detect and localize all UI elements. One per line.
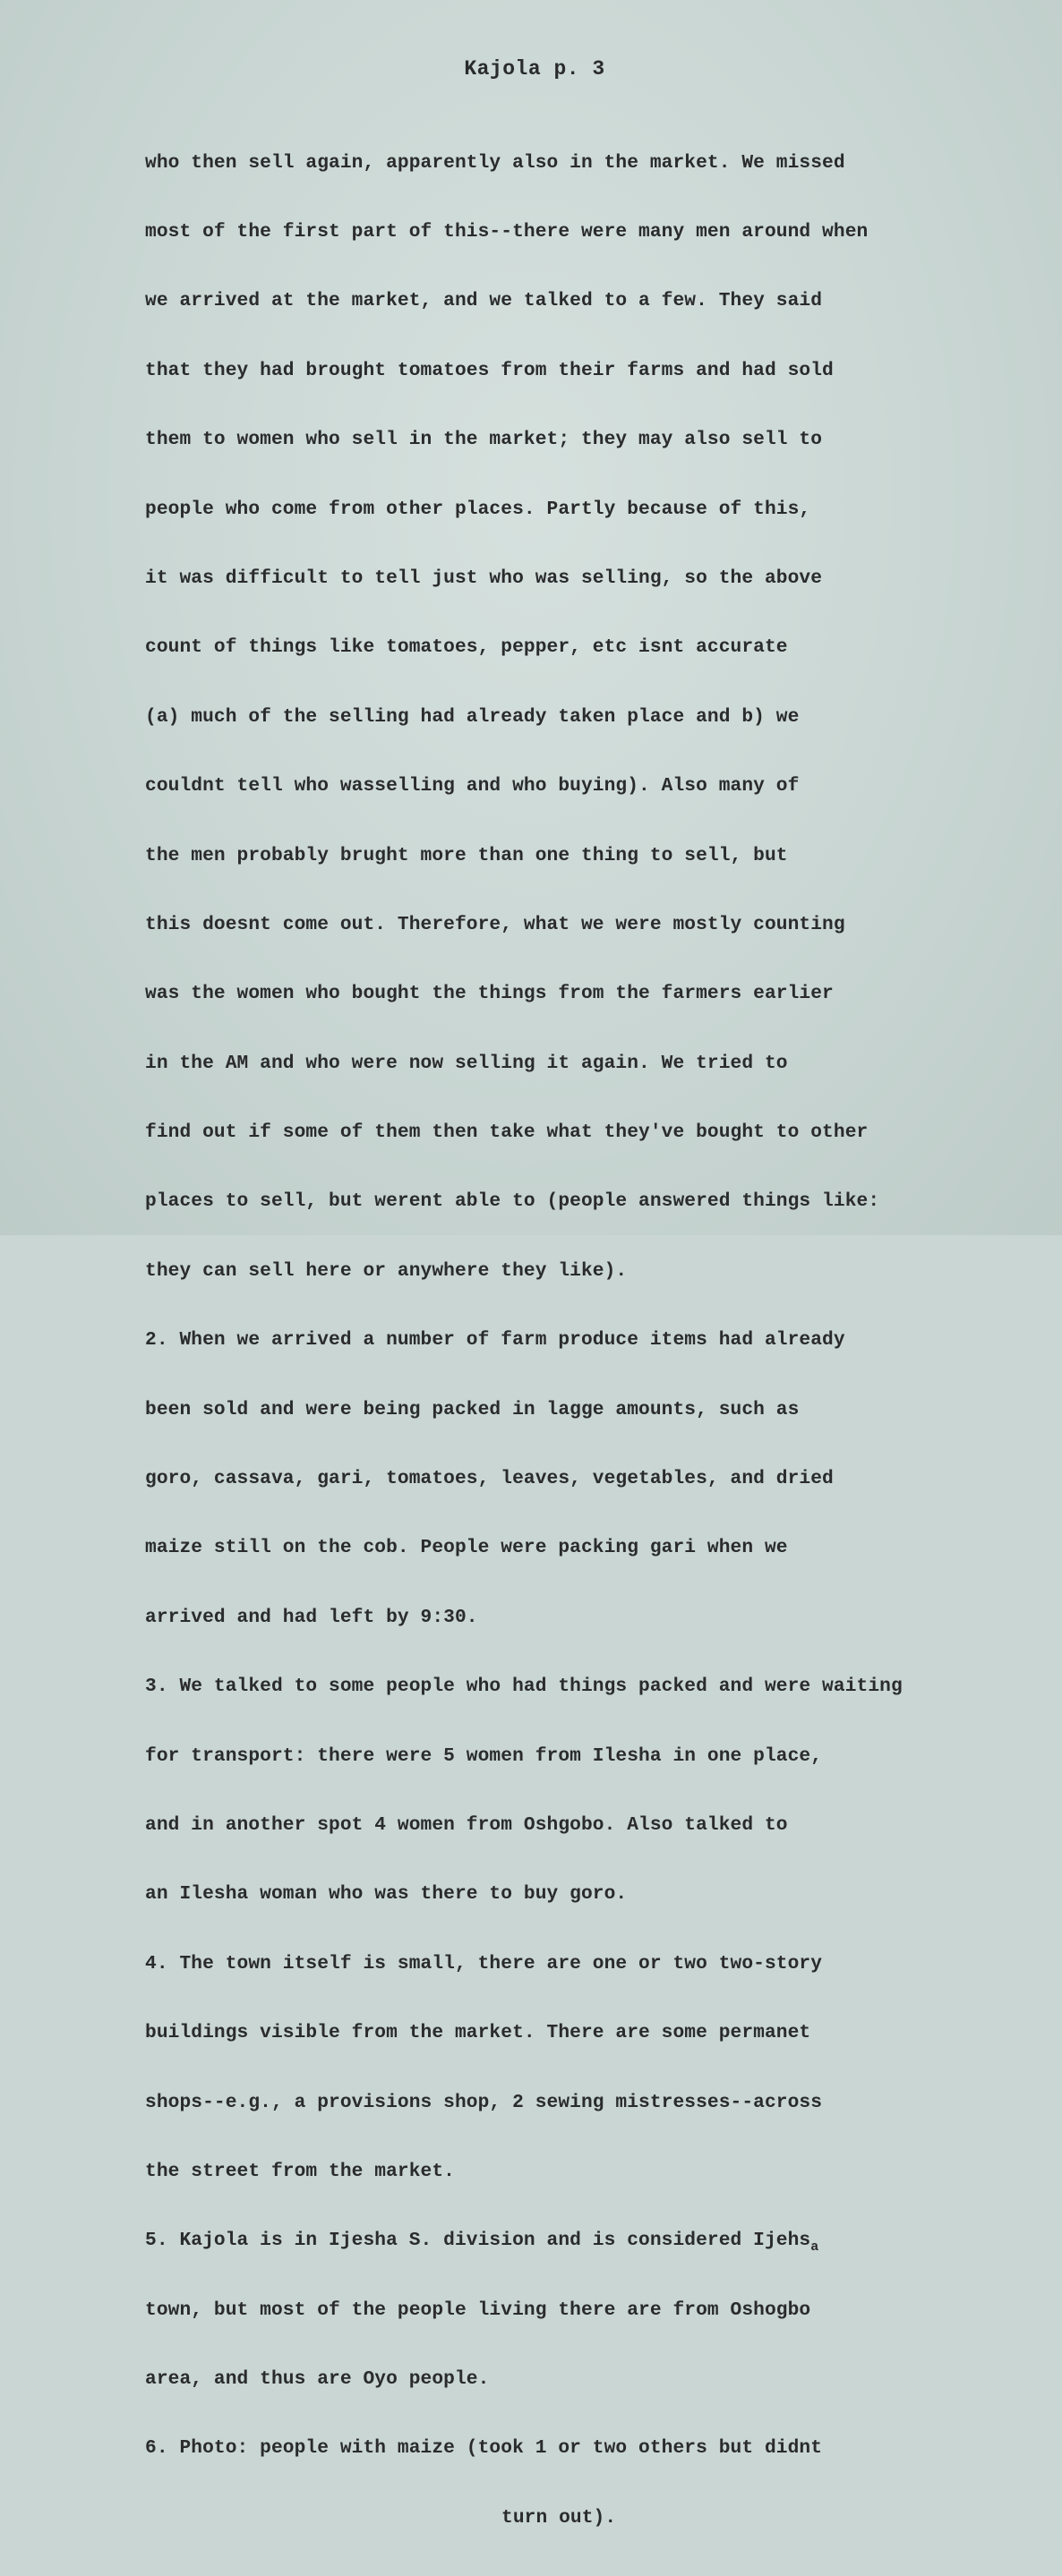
text-line: we arrived at the market, and we talked to a few. They said	[145, 290, 823, 312]
text-line: people who come from other places. Partly because of this,	[145, 498, 811, 520]
text-line: that they had brought tomatoes from their farms and had sold	[145, 359, 834, 381]
text-line: for transport: there were 5 women from Ilesha in one place,	[145, 1744, 823, 1767]
typed-body	[145, 106, 1058, 2576]
text-line: been sold and were being packed in lagge amounts, such as	[145, 1398, 800, 1420]
text-line-with-subscript	[145, 2230, 1058, 2256]
text-line: goro, cassava, gari, tomatoes, leaves, vegetables, and dried	[145, 1468, 834, 1490]
subscript-letter: a	[810, 2239, 819, 2256]
text-line-main: 5. Kajola is in Ijesha S. division and is considered Ijehs	[145, 2230, 811, 2252]
text-line: this doesnt come out. Therefore, what we were mostly counting	[145, 913, 845, 935]
text-line: 6. Photo: people with maize (took 1 or two others but didnt	[145, 2437, 823, 2460]
text-line: count of things like tomatoes, pepper, etc isnt accurate	[145, 636, 788, 659]
text-line: the men probably brught more than one thing to sell, but	[145, 844, 788, 866]
text-line-indented: turn out).	[501, 2506, 617, 2529]
text-line: places to sell, but werent able to (people answered things like:	[145, 1190, 880, 1213]
text-line: buildings visible from the market. There are some permanet	[145, 2022, 811, 2044]
text-line: in the AM and who were now selling it again. We tried to	[145, 1052, 788, 1074]
text-line: arrived and had left by 9:30.	[145, 1606, 478, 1628]
text-line: most of the first part of this--there were many men around when	[145, 220, 869, 243]
text-line: them to women who sell in the market; they may also sell to	[145, 429, 823, 451]
text-line: (a) much of the selling had already taken place and b) we	[145, 705, 800, 728]
text-line: it was difficult to tell just who was selling, so the above	[145, 567, 823, 589]
text-line: find out if some of them then take what they've bought to other	[145, 1122, 869, 1144]
text-line: couldnt tell who wasselling and who buying). Also many of	[145, 775, 800, 798]
text-line: and in another spot 4 women from Oshgobo. Also talked to	[145, 1813, 788, 1836]
text-line: an Ilesha woman who was there to buy goro.	[145, 1883, 628, 1906]
text-line: 3. We talked to some people who had things packed and were waiting	[145, 1676, 903, 1698]
text-line: who then sell again, apparently also in the market. We missed	[145, 151, 845, 174]
text-line: 4. The town itself is small, there are one or two two-story	[145, 1952, 823, 1975]
text-line: shops--e.g., a provisions shop, 2 sewing mistresses--across	[145, 2091, 823, 2113]
text-line: they can sell here or anywhere they like).	[145, 1259, 628, 1282]
text-line: was the women who bought the things from the farmers earlier	[145, 983, 834, 1005]
page-title: Kajola p. 3	[464, 57, 605, 81]
text-line: town, but most of the people living there are from Oshogbo	[145, 2299, 811, 2321]
text-line: maize still on the cob. People were packing gari when we	[145, 1537, 788, 1559]
text-line: 2. When we arrived a number of farm produce items had already	[145, 1329, 845, 1352]
text-line: area, and thus are Oyo people.	[145, 2368, 490, 2391]
text-line: the street from the market.	[145, 2160, 455, 2182]
